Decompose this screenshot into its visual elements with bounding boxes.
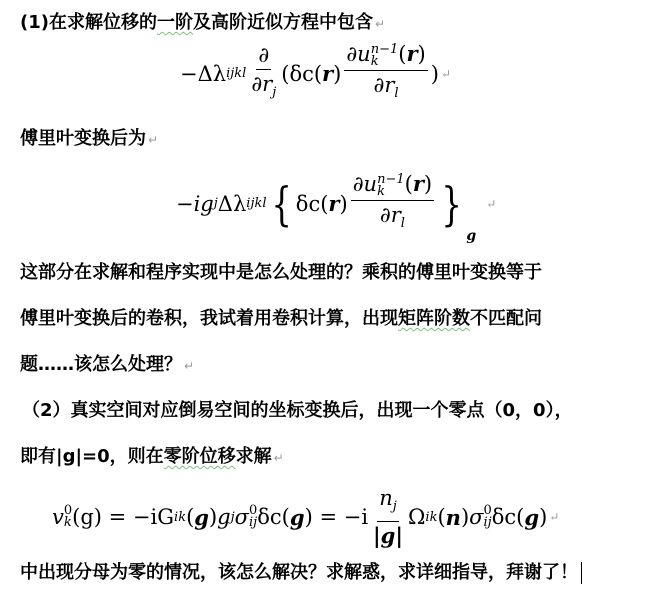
eq2-brace-open: { — [270, 176, 292, 231]
eq3-g-j: g — [217, 505, 231, 530]
eq1-frac1-den-sub: j — [272, 84, 277, 100]
paragraph-3-line-2 — [20, 308, 542, 330]
paragraph-mark-icon: ↵ — [486, 196, 497, 211]
eq3-frac-den: |g| — [373, 523, 403, 549]
eq2-delta: Δλ — [217, 191, 247, 216]
eq2-delta-sub: ijkl — [246, 196, 267, 212]
paragraph-1 — [20, 12, 385, 35]
p3-line1: 这部分在求解和程序实现中是怎么处理的？乘积的傅里叶变换等于 — [20, 262, 542, 283]
eq3-v-sup: 0 — [63, 503, 73, 519]
eq3-v: v — [52, 505, 64, 530]
paragraph-mark-icon: ↵ — [148, 133, 159, 147]
eq2-frac-num-sub: k — [377, 183, 385, 199]
eq3-omega: Ω — [408, 505, 426, 530]
eq1-open: (δc( — [281, 61, 323, 86]
p2-text: 傅里叶变换后为 — [20, 128, 146, 149]
p1-suffix: 及高阶近似方程中包含 — [192, 12, 373, 33]
paragraph-4-line-1 — [22, 400, 573, 422]
eq3-eq-mid: ) = −i — [304, 505, 369, 530]
paragraph-mark-icon: ↵ — [549, 510, 560, 525]
eq3-frac-num-sub: j — [392, 499, 397, 515]
eq3-tail: ) — [539, 505, 548, 530]
eq3-omega-sub: ik — [425, 509, 438, 525]
paragraph-4-line-2 — [20, 446, 284, 469]
eq2-frac-num-sup: n−1 — [377, 171, 405, 187]
paragraph-2 — [20, 128, 158, 151]
eq1-lead-sub: ijkl — [226, 66, 247, 82]
equation-2 — [176, 171, 497, 244]
eq2-lead-sub: j — [213, 196, 218, 212]
eq3-G-sub: ik — [174, 509, 187, 525]
eq1-frac2-den: ∂r — [373, 72, 395, 97]
eq3-sigma2-sub: ij — [483, 515, 492, 531]
p3-line2-prefix: 傅里叶变换后的卷积，我试着用卷积计算，出现 — [20, 308, 398, 329]
p4-line1: （2）真实空间对应倒易空间的坐标变换后，出现一个零点（0，0）， — [22, 400, 573, 421]
eq2-brace-close: } — [441, 176, 462, 231]
p4-line2-prefix: 即有|g|=0，则在 — [20, 446, 164, 467]
eq1-close-paren: ) — [333, 61, 342, 86]
eq1-frac1-num: ∂ — [258, 42, 270, 67]
p1-squiggle-text: 一阶 — [156, 12, 193, 33]
p5-text: 中出现分母为零的情况，该怎么解决？求解惑，求详细指导，拜谢了！ — [20, 562, 578, 583]
eq1-lead: −Δλ — [180, 61, 227, 86]
paragraph-3-line-3 — [20, 354, 194, 377]
eq3-g-bold: g — [194, 504, 209, 530]
eq3-frac-num: n — [379, 486, 393, 510]
p3-line3: 题……该怎么处理？ — [20, 354, 182, 375]
paragraph-5 — [20, 562, 582, 584]
eq1-frac2-num-tail2: ) — [417, 42, 426, 66]
eq1-frac2-num-sub: k — [370, 53, 379, 69]
equation-3: v 0 k (g) = −iG ik ( g ) g j σ 0 ij δc( g ) = −i $\frac{n_j}{|g|}$ Ω ik ( n ) σ 0 ij δc( g ) ↵ — [52, 486, 560, 549]
eq3-sigma2: σ — [469, 505, 484, 530]
eq1-frac1-den: ∂r — [251, 71, 273, 96]
eq2-frac-num: ∂u — [352, 172, 378, 196]
p3-line2-suffix: 不匹配问 — [470, 308, 542, 329]
eq2-body: δc( — [295, 191, 329, 216]
eq2-r-bold: r — [328, 191, 340, 217]
text-cursor — [581, 562, 582, 584]
eq1-tail: ) — [430, 61, 439, 86]
eq1-r-bold: r — [322, 61, 334, 87]
eq1-frac2-num-sup: n−1 — [370, 41, 399, 57]
p4-line2-squiggle: 零阶位移 — [163, 446, 236, 467]
eq2-brace-sub: g — [466, 227, 477, 244]
p4-line2-suffix: 求解 — [235, 446, 272, 467]
eq3-sigma-sup: 0 — [249, 503, 258, 519]
eq2-frac-den-sub: l — [400, 215, 405, 231]
eq3-sigma: σ — [234, 505, 249, 530]
eq1-fraction-1 — [249, 43, 278, 105]
eq3-sigma-sub: ij — [249, 515, 258, 531]
eq3-dc: δc( — [257, 505, 290, 530]
paragraph-mark-icon: ↵ — [440, 66, 452, 81]
eq3-n-bold: n — [445, 504, 461, 530]
eq3-dc2: δc( — [491, 505, 525, 530]
paragraph-mark-icon: ↵ — [273, 451, 284, 465]
eq1-frac2-den-sub: l — [394, 85, 399, 101]
paragraph-3-line-1 — [20, 262, 542, 284]
eq2-fraction: ∂u n−1 k (r) $\partial r_l$ — [352, 171, 433, 231]
eq2-close-paren: ) — [339, 191, 348, 216]
paragraph-mark-icon: ↵ — [374, 17, 386, 31]
eq1-fraction-2: ∂u n−1 k (r) $\partial r_l$ — [346, 41, 426, 101]
eq3-v-sub: k — [63, 515, 72, 531]
eq3-g-j-sub: j — [230, 509, 235, 525]
eq1-frac2-num: ∂u — [346, 42, 371, 66]
eq3-sigma2-sup: 0 — [483, 503, 492, 519]
eq2-lead: −ig — [176, 191, 214, 216]
eq2-frac-den: ∂r — [379, 202, 401, 227]
eq1-frac2-num-tail: ( — [398, 42, 407, 66]
equation-1 — [180, 42, 451, 106]
eq3-fraction — [371, 486, 405, 548]
paragraph-mark-icon: ↵ — [184, 359, 195, 373]
p1-prefix: (1)在求解位移的 — [20, 12, 157, 33]
p3-line2-squiggle: 矩阵阶数 — [398, 308, 470, 329]
eq3-arg: (g) = −iG — [72, 505, 175, 530]
